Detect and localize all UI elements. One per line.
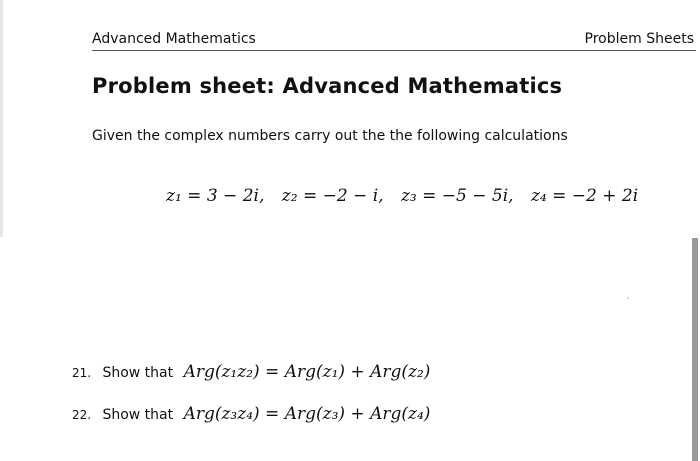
z2-definition: z₂ = −2 − i, [281,186,384,206]
speck [627,297,629,299]
problem-21 [72,362,430,382]
problem-math: Arg(z₃z₄) = Arg(z₃) + Arg(z₄) [183,404,431,424]
problem-text: Show that [102,407,174,423]
problem-math: Arg(z₁z₂) = Arg(z₁) + Arg(z₂) [183,362,431,382]
complex-numbers-row [166,186,638,206]
problem-number: 21. [72,366,92,380]
z3-definition: z₃ = −5 − 5i, [400,186,514,206]
problem-text: Show that [102,365,174,381]
page-title: Problem sheet: Advanced Mathematics [92,74,563,98]
left-edge-bar [0,0,3,237]
intro-text: Given the complex numbers carry out the the following calculations [92,128,568,144]
scrollbar[interactable] [692,238,698,461]
z1-definition: z₁ = 3 − 2i, [166,186,265,206]
z4-definition: z₄ = −2 + 2i [530,186,639,206]
header-left-title: Advanced Mathematics [92,31,256,47]
problem-22 [72,404,430,424]
problem-number: 22. [72,408,92,422]
header-right-title: Problem Sheets [584,31,694,47]
header-rule [92,50,696,51]
